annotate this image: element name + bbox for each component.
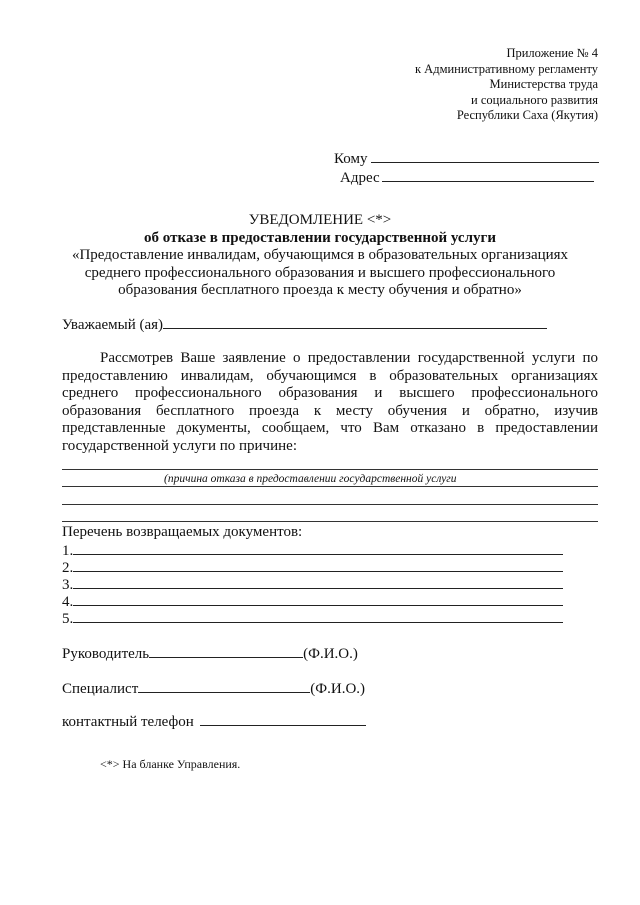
document-item [62, 542, 563, 560]
specialist-signature-row [62, 680, 365, 698]
document-item-field[interactable] [73, 559, 563, 572]
document-item-field[interactable] [73, 610, 563, 623]
specialist-fio-label: (Ф.И.О.) [310, 681, 366, 697]
specialist-signature-field[interactable] [138, 680, 310, 693]
appendix-line: Республики Саха (Якутия) [456, 108, 598, 122]
reason-line[interactable] [62, 521, 598, 522]
document-item [62, 610, 563, 628]
head-signature-field[interactable] [149, 645, 303, 658]
phone-label: контактный телефон [62, 714, 194, 730]
document-subtitle: об отказе в предоставлении государственной услуги [144, 229, 496, 246]
reason-caption: (причина отказа в предоставлении государственной услуги [164, 473, 457, 485]
recipient-to-field[interactable] [371, 150, 599, 163]
document-item [62, 559, 563, 577]
footnote: <*> На бланке Управления. [100, 757, 241, 771]
documents-title: Перечень возвращаемых документов: [62, 524, 303, 540]
document-item-number: 1. [62, 543, 74, 559]
appendix-block [415, 46, 598, 124]
head-signature-row [62, 645, 358, 663]
greeting-label: Уважаемый (ая) [62, 317, 164, 333]
recipient-to-label: Кому [334, 151, 368, 167]
appendix-line: Приложение № 4 [506, 46, 598, 60]
head-label: Руководитель [62, 646, 150, 662]
recipient-to-row [334, 150, 599, 169]
recipient-address-field[interactable] [382, 169, 594, 182]
greeting-row [62, 316, 547, 334]
recipient-block [334, 150, 599, 188]
appendix-line: и социального развития [471, 92, 598, 107]
appendix-line: к Административному регламенту [414, 61, 598, 76]
appendix-line: Министерства труда [489, 77, 598, 91]
document-item-field[interactable] [73, 542, 563, 555]
document-item-number: 5. [62, 611, 74, 627]
document-item-number: 3. [62, 577, 74, 593]
service-name-line: образования бесплатного проезда к месту обучения и обратно» [118, 282, 522, 298]
document-item-field[interactable] [73, 576, 563, 589]
body-paragraph: Рассмотрев Ваше заявление о предоставлении государственной услуги по предоставлению инвалидам, обучающимся в образовательных организациях среднего профессионального образования и высшего профессионального образования бесплатного проезда к месту обучения и обратно, изучив представленные документы, сообщаем, что Вам отказано в предоставлении государственной услуги по причине: [62, 350, 598, 454]
document-item-number: 2. [62, 560, 74, 576]
reason-line[interactable] [62, 469, 598, 470]
recipient-address-label: Адрес [340, 170, 380, 186]
document-item [62, 576, 563, 594]
head-fio-label: (Ф.И.О.) [303, 646, 358, 662]
reason-line[interactable] [62, 504, 598, 505]
phone-field[interactable] [200, 713, 366, 726]
recipient-address-row [340, 169, 599, 188]
greeting-name-field[interactable] [163, 316, 547, 329]
service-name-line: среднего профессионального образования и высшего профессионального [84, 264, 556, 281]
reason-line[interactable] [62, 486, 598, 487]
document-item [62, 593, 563, 611]
service-name-line: «Предоставление инвалидам, обучающимся в образовательных организациях [71, 247, 569, 263]
document-heading [0, 212, 640, 300]
phone-row [62, 713, 366, 731]
document-item-field[interactable] [73, 593, 563, 606]
document-item-number: 4. [62, 594, 74, 610]
specialist-label: Специалист [62, 681, 139, 697]
document-title: УВЕДОМЛЕНИЕ <*> [248, 212, 392, 228]
